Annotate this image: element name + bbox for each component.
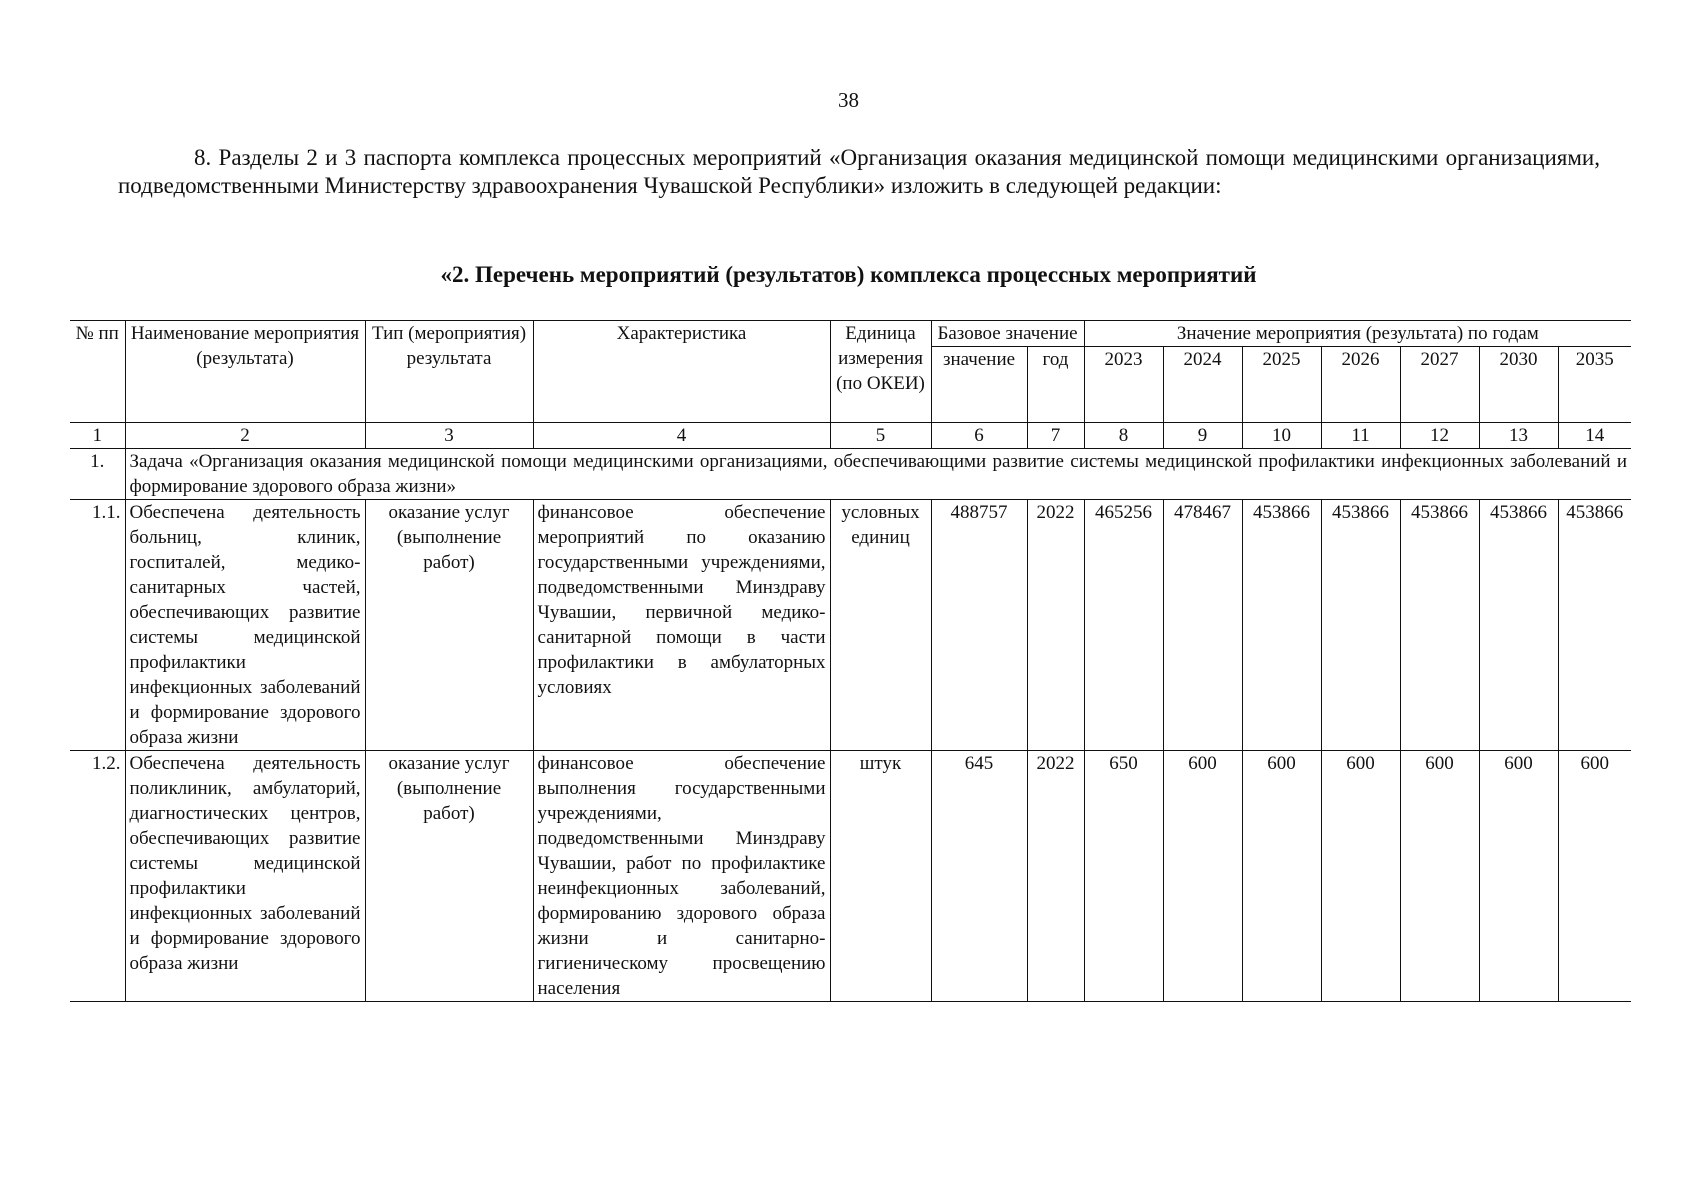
header-year-2027: 2027 [1400, 347, 1479, 423]
column-number-row [70, 423, 1631, 449]
row-value-2030: 453866 [1479, 500, 1558, 751]
row-base-year: 2022 [1027, 500, 1084, 751]
column-number: 6 [931, 423, 1027, 449]
row-value-2025: 453866 [1242, 500, 1321, 751]
row-value-2035: 600 [1558, 751, 1631, 1002]
header-year-2030: 2030 [1479, 347, 1558, 423]
header-base: Базовое значение [931, 321, 1084, 347]
task-text: Задача «Организация оказания медицинской помощи медицинскими организациями, обеспечивающими развитие системы медицинской профилактики инфекционных заболеваний и формирование здорового образа жизни» [125, 449, 1631, 500]
row-base-year: 2022 [1027, 751, 1084, 1002]
header-year-2026: 2026 [1321, 347, 1400, 423]
section-title: «2. Перечень мероприятий (результатов) комплекса процессных мероприятий [440, 262, 1257, 287]
header-values-by-year: Значение мероприятия (результата) по годам [1084, 321, 1631, 347]
page-number: 38 [838, 88, 859, 112]
row-name: Обеспечена деятельность больниц, клиник, госпиталей, медико-санитарных частей, обеспечивающих развитие системы медицинской профилактики инфекционных заболеваний и формирование здорового образа жизни [125, 500, 365, 751]
column-number: 12 [1400, 423, 1479, 449]
header-type: Тип (мероприятия) результата [365, 321, 533, 423]
column-number: 7 [1027, 423, 1084, 449]
task-row [70, 449, 1631, 500]
header-base-year: год [1027, 347, 1084, 423]
header-year-2035: 2035 [1558, 347, 1631, 423]
row-value-2024: 478467 [1163, 500, 1242, 751]
header-year-2025: 2025 [1242, 347, 1321, 423]
row-value-2023: 465256 [1084, 500, 1163, 751]
header-characteristic: Характеристика [533, 321, 830, 423]
column-number: 4 [533, 423, 830, 449]
row-value-2025: 600 [1242, 751, 1321, 1002]
column-number: 9 [1163, 423, 1242, 449]
row-value-2026: 600 [1321, 751, 1400, 1002]
row-type: оказание услуг (выполнение работ) [365, 500, 533, 751]
column-number: 10 [1242, 423, 1321, 449]
header-year-2024: 2024 [1163, 347, 1242, 423]
column-number: 8 [1084, 423, 1163, 449]
column-number: 1 [70, 423, 125, 449]
column-number: 5 [830, 423, 931, 449]
column-number: 3 [365, 423, 533, 449]
measures-table [70, 320, 1631, 1002]
header-unit: Единица измерения (по ОКЕИ) [830, 321, 931, 423]
row-name: Обеспечена деятельность поликлиник, амбулаторий, диагностических центров, обеспечивающих развитие системы медицинской профилактики инфекционных заболеваний и формирование здорового образа жизни [125, 751, 365, 1002]
row-unit: условных единиц [830, 500, 931, 751]
column-number: 11 [1321, 423, 1400, 449]
row-type: оказание услуг (выполнение работ) [365, 751, 533, 1002]
row-value-2027: 600 [1400, 751, 1479, 1002]
row-value-2024: 600 [1163, 751, 1242, 1002]
column-number: 2 [125, 423, 365, 449]
row-characteristic: финансовое обеспечение выполнения государственными учреждениями, подведомственными Минздраву Чувашии, работ по профилактике неинфекционных заболеваний, формированию здорового образа жизни и санитарно-гигиеническому просвещению населения [533, 751, 830, 1002]
intro-paragraph: 8. Разделы 2 и 3 паспорта комплекса процессных мероприятий «Организация оказания медицинской помощи медицинскими организациями, подведомственными Министерству здравоохранения Чувашской Республики» изложить в следующей редакции: [118, 145, 1600, 198]
row-number: 1.2. [70, 751, 125, 1002]
row-value-2027: 453866 [1400, 500, 1479, 751]
row-base-value: 488757 [931, 500, 1027, 751]
column-number: 14 [1558, 423, 1631, 449]
header-row-1 [70, 321, 1631, 347]
row-value-2026: 453866 [1321, 500, 1400, 751]
row-value-2023: 650 [1084, 751, 1163, 1002]
header-num: № пп [70, 321, 125, 423]
header-year-2023: 2023 [1084, 347, 1163, 423]
row-value-2035: 453866 [1558, 500, 1631, 751]
table-row [70, 500, 1631, 751]
row-unit: штук [830, 751, 931, 1002]
header-name: Наименование мероприятия (результата) [125, 321, 365, 423]
row-base-value: 645 [931, 751, 1027, 1002]
table-row [70, 751, 1631, 1002]
row-number: 1.1. [70, 500, 125, 751]
row-characteristic: финансовое обеспечение мероприятий по оказанию государственными учреждениями, подведомственными Минздраву Чувашии, первичной медико-санитарной помощи в части профилактики в амбулаторных условиях [533, 500, 830, 751]
column-number: 13 [1479, 423, 1558, 449]
task-number: 1. [70, 449, 125, 500]
header-base-value: значение [931, 347, 1027, 423]
row-value-2030: 600 [1479, 751, 1558, 1002]
